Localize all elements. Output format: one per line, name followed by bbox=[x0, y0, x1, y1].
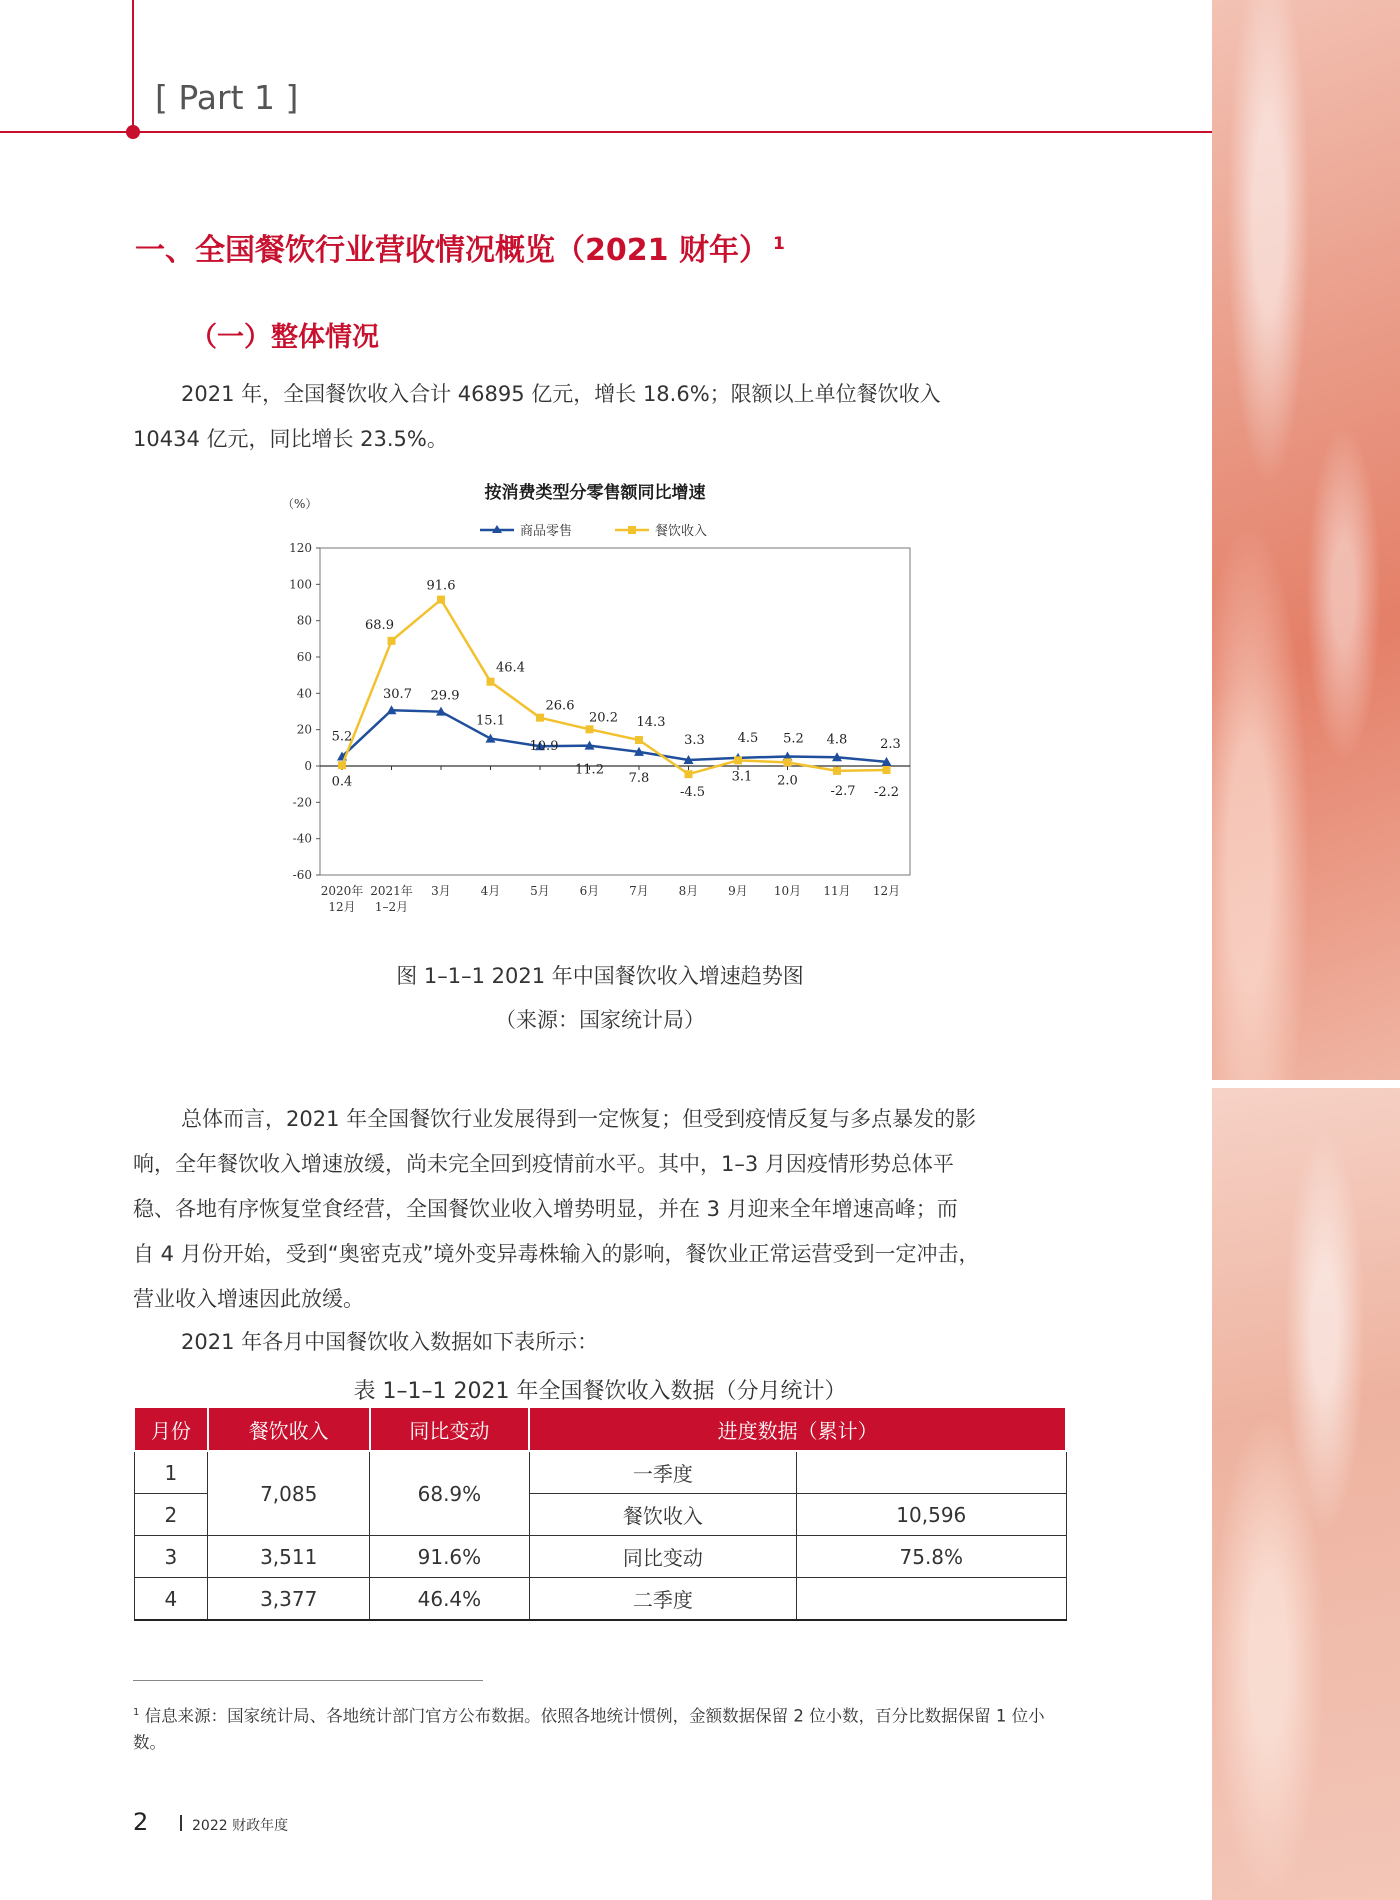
x-tick-label: 12月 bbox=[328, 900, 356, 914]
cell-progress-value bbox=[797, 1578, 1066, 1621]
cell-progress-label: 同比变动 bbox=[529, 1536, 796, 1578]
cell-revenue: 3,511 bbox=[208, 1536, 370, 1578]
part-label: [ Part 1 ] bbox=[155, 78, 299, 117]
x-tick-label: 8月 bbox=[678, 884, 699, 898]
x-tick-label: 2020年 bbox=[320, 884, 364, 898]
x-tick-label: 4月 bbox=[480, 884, 501, 898]
figure-source: （来源：国家统计局） bbox=[495, 1008, 705, 1032]
catering-point bbox=[734, 756, 742, 764]
header-progress: 进度数据（累计） bbox=[529, 1408, 1066, 1451]
footnote-ref[interactable]: 1 bbox=[772, 234, 785, 254]
data-label: 30.7 bbox=[383, 687, 412, 703]
data-label: 26.6 bbox=[545, 698, 575, 714]
cell-progress-value: 10,596 bbox=[797, 1494, 1066, 1536]
catering-point bbox=[635, 736, 643, 744]
x-tick-label: 3月 bbox=[431, 884, 451, 898]
cell-progress-value: 75.8% bbox=[797, 1536, 1066, 1578]
cell-yoy: 91.6% bbox=[370, 1536, 530, 1578]
data-label: 46.4 bbox=[496, 660, 525, 676]
y-tick-label: -60 bbox=[292, 868, 312, 882]
x-tick-label: 9月 bbox=[728, 884, 748, 898]
data-label: 0.4 bbox=[331, 774, 353, 790]
summary-line-4: 自 4 月份开始，受到“奥密克戎”境外变异毒株输入的影响，餐饮业正常运营受到一定冲击， bbox=[133, 1242, 980, 1266]
data-label: -2.2 bbox=[873, 784, 900, 800]
cell-yoy: 68.9% bbox=[370, 1451, 530, 1536]
y-tick-label: -40 bbox=[292, 831, 312, 846]
cell-progress-label: 一季度 bbox=[529, 1451, 796, 1494]
y-tick-label: -20 bbox=[292, 795, 312, 810]
data-label: 14.3 bbox=[636, 715, 666, 731]
summary-line-2: 响，全年餐饮收入增速放缓，尚未完全回到疫情前水平。其中，1–3 月因疫情形势总体平 bbox=[133, 1152, 954, 1176]
catering-point bbox=[784, 758, 792, 766]
catering-point bbox=[883, 766, 891, 774]
data-label: 3.1 bbox=[731, 769, 753, 785]
side-photo-top bbox=[1212, 0, 1400, 1080]
legend-marker-1 bbox=[628, 526, 636, 534]
y-tick-label: 80 bbox=[296, 613, 312, 628]
section-title bbox=[135, 225, 785, 269]
table-row bbox=[134, 1578, 1066, 1621]
data-label: 68.9 bbox=[365, 617, 394, 633]
x-tick-label: 5月 bbox=[530, 884, 550, 898]
catering-point bbox=[338, 761, 346, 769]
chart-title: 按消费类型分零售额同比增速 bbox=[484, 483, 706, 503]
cell-progress-label: 二季度 bbox=[529, 1578, 796, 1621]
intro-paragraph bbox=[133, 372, 1068, 462]
cell-month: 2 bbox=[134, 1494, 208, 1536]
footnote-rule bbox=[133, 1680, 483, 1681]
y-tick-label: 20 bbox=[296, 722, 312, 737]
data-label: 3.3 bbox=[684, 733, 705, 749]
monthly-revenue-table bbox=[133, 1408, 1067, 1621]
catering-point bbox=[685, 770, 693, 778]
legend-label-0: 商品零售 bbox=[520, 524, 573, 539]
x-tick-label: 2021年 bbox=[370, 884, 413, 898]
header-vertical-rule bbox=[132, 0, 134, 132]
y-tick-label: 0 bbox=[304, 759, 312, 773]
data-label: 29.9 bbox=[430, 688, 460, 704]
cell-month: 4 bbox=[134, 1578, 208, 1621]
catering-point bbox=[437, 596, 445, 604]
data-label: 91.6 bbox=[426, 578, 456, 594]
summary-line-3: 稳、各地有序恢复堂食经营，全国餐饮业收入增势明显，并在 3 月迎来全年增速高峰；而 bbox=[133, 1197, 958, 1221]
y-tick-label: 40 bbox=[296, 686, 312, 701]
table-header-row bbox=[134, 1408, 1066, 1451]
cell-month: 3 bbox=[134, 1536, 208, 1578]
data-label: -4.5 bbox=[679, 785, 706, 801]
figure-caption: 图 1–1–1 2021 年中国餐饮收入增速趋势图 bbox=[396, 964, 804, 988]
catering-point bbox=[536, 714, 544, 722]
catering-point bbox=[586, 725, 594, 733]
x-tick-label: 6月 bbox=[579, 884, 600, 898]
page-number: 2 bbox=[133, 1808, 149, 1836]
data-label: 2.3 bbox=[880, 736, 901, 752]
data-label: 4.8 bbox=[826, 732, 848, 748]
catering-point bbox=[388, 637, 396, 645]
data-label: -2.7 bbox=[830, 783, 856, 799]
x-tick-label: 11月 bbox=[823, 884, 851, 898]
header-yoy: 同比变动 bbox=[370, 1408, 530, 1451]
data-label: 20.2 bbox=[589, 710, 618, 726]
y-axis-unit: （%） bbox=[282, 497, 318, 511]
y-tick-label: 100 bbox=[289, 577, 312, 592]
catering-point bbox=[833, 767, 841, 775]
y-tick-label: 120 bbox=[289, 541, 312, 555]
cell-progress-label: 餐饮收入 bbox=[529, 1494, 796, 1536]
data-label: 2.0 bbox=[777, 773, 798, 789]
cell-yoy: 46.4% bbox=[370, 1578, 530, 1621]
data-label: 11.2 bbox=[575, 762, 604, 778]
cell-progress-value bbox=[797, 1451, 1066, 1494]
table-intro bbox=[133, 1320, 1068, 1365]
data-label: 10.9 bbox=[529, 739, 559, 755]
x-tick-label: 1–2月 bbox=[374, 900, 409, 914]
table-title: 表 1–1–1 2021 年全国餐饮收入数据（分月统计） bbox=[353, 1379, 847, 1404]
catering-point bbox=[487, 678, 495, 686]
footnote-mark: 1 bbox=[133, 1707, 140, 1718]
section-title-text: 一、全国餐饮行业营收情况概览（2021 财年） bbox=[135, 233, 769, 268]
y-tick-label: 60 bbox=[296, 650, 312, 664]
summary-paragraph bbox=[133, 1097, 1068, 1322]
header-horizontal-rule bbox=[0, 131, 1212, 133]
header-revenue: 餐饮收入 bbox=[208, 1408, 370, 1451]
x-tick-label: 10月 bbox=[773, 884, 802, 898]
growth-line-chart bbox=[270, 478, 920, 928]
data-label: 5.2 bbox=[783, 731, 804, 747]
data-label: 4.5 bbox=[737, 730, 759, 746]
table-intro-line: 2021 年各月中国餐饮收入数据如下表所示： bbox=[181, 1330, 599, 1354]
publication-name: 2022 财政年度 bbox=[192, 1818, 289, 1834]
intro-line-1: 2021 年，全国餐饮收入合计 46895 亿元，增长 18.6%；限额以上单位餐饮收入 bbox=[181, 382, 941, 406]
summary-line-1: 总体而言，2021 年全国餐饮行业发展得到一定恢复；但受到疫情反复与多点暴发的影 bbox=[181, 1107, 977, 1131]
summary-line-5: 营业收入增速因此放缓。 bbox=[133, 1287, 364, 1311]
data-label: 7.8 bbox=[628, 770, 650, 786]
intro-line-2: 10434 亿元，同比增长 23.5%。 bbox=[133, 427, 448, 451]
footer-divider bbox=[180, 1815, 182, 1831]
table-row bbox=[134, 1536, 1066, 1578]
side-photo-bottom bbox=[1212, 1088, 1400, 1900]
x-tick-label: 12月 bbox=[872, 884, 901, 898]
data-label: 15.1 bbox=[476, 713, 505, 729]
cell-month: 1 bbox=[134, 1451, 208, 1494]
legend-label-1: 餐饮收入 bbox=[655, 524, 708, 539]
data-label: 5.2 bbox=[331, 729, 353, 745]
header-rule-dot bbox=[126, 125, 140, 139]
header-month: 月份 bbox=[134, 1408, 208, 1451]
footnote bbox=[133, 1700, 1073, 1756]
cell-revenue: 3,377 bbox=[208, 1578, 370, 1621]
section-subtitle: （一）整体情况 bbox=[190, 322, 379, 353]
table-row bbox=[134, 1451, 1066, 1494]
footnote-text: 信息来源：国家统计局、各地统计部门官方公布数据。依照各地统计惯例，金额数据保留 2 位小数，百分比数据保留 1 位小数。 bbox=[133, 1706, 1045, 1752]
x-tick-label: 7月 bbox=[629, 884, 649, 898]
cell-revenue: 7,085 bbox=[208, 1451, 370, 1536]
